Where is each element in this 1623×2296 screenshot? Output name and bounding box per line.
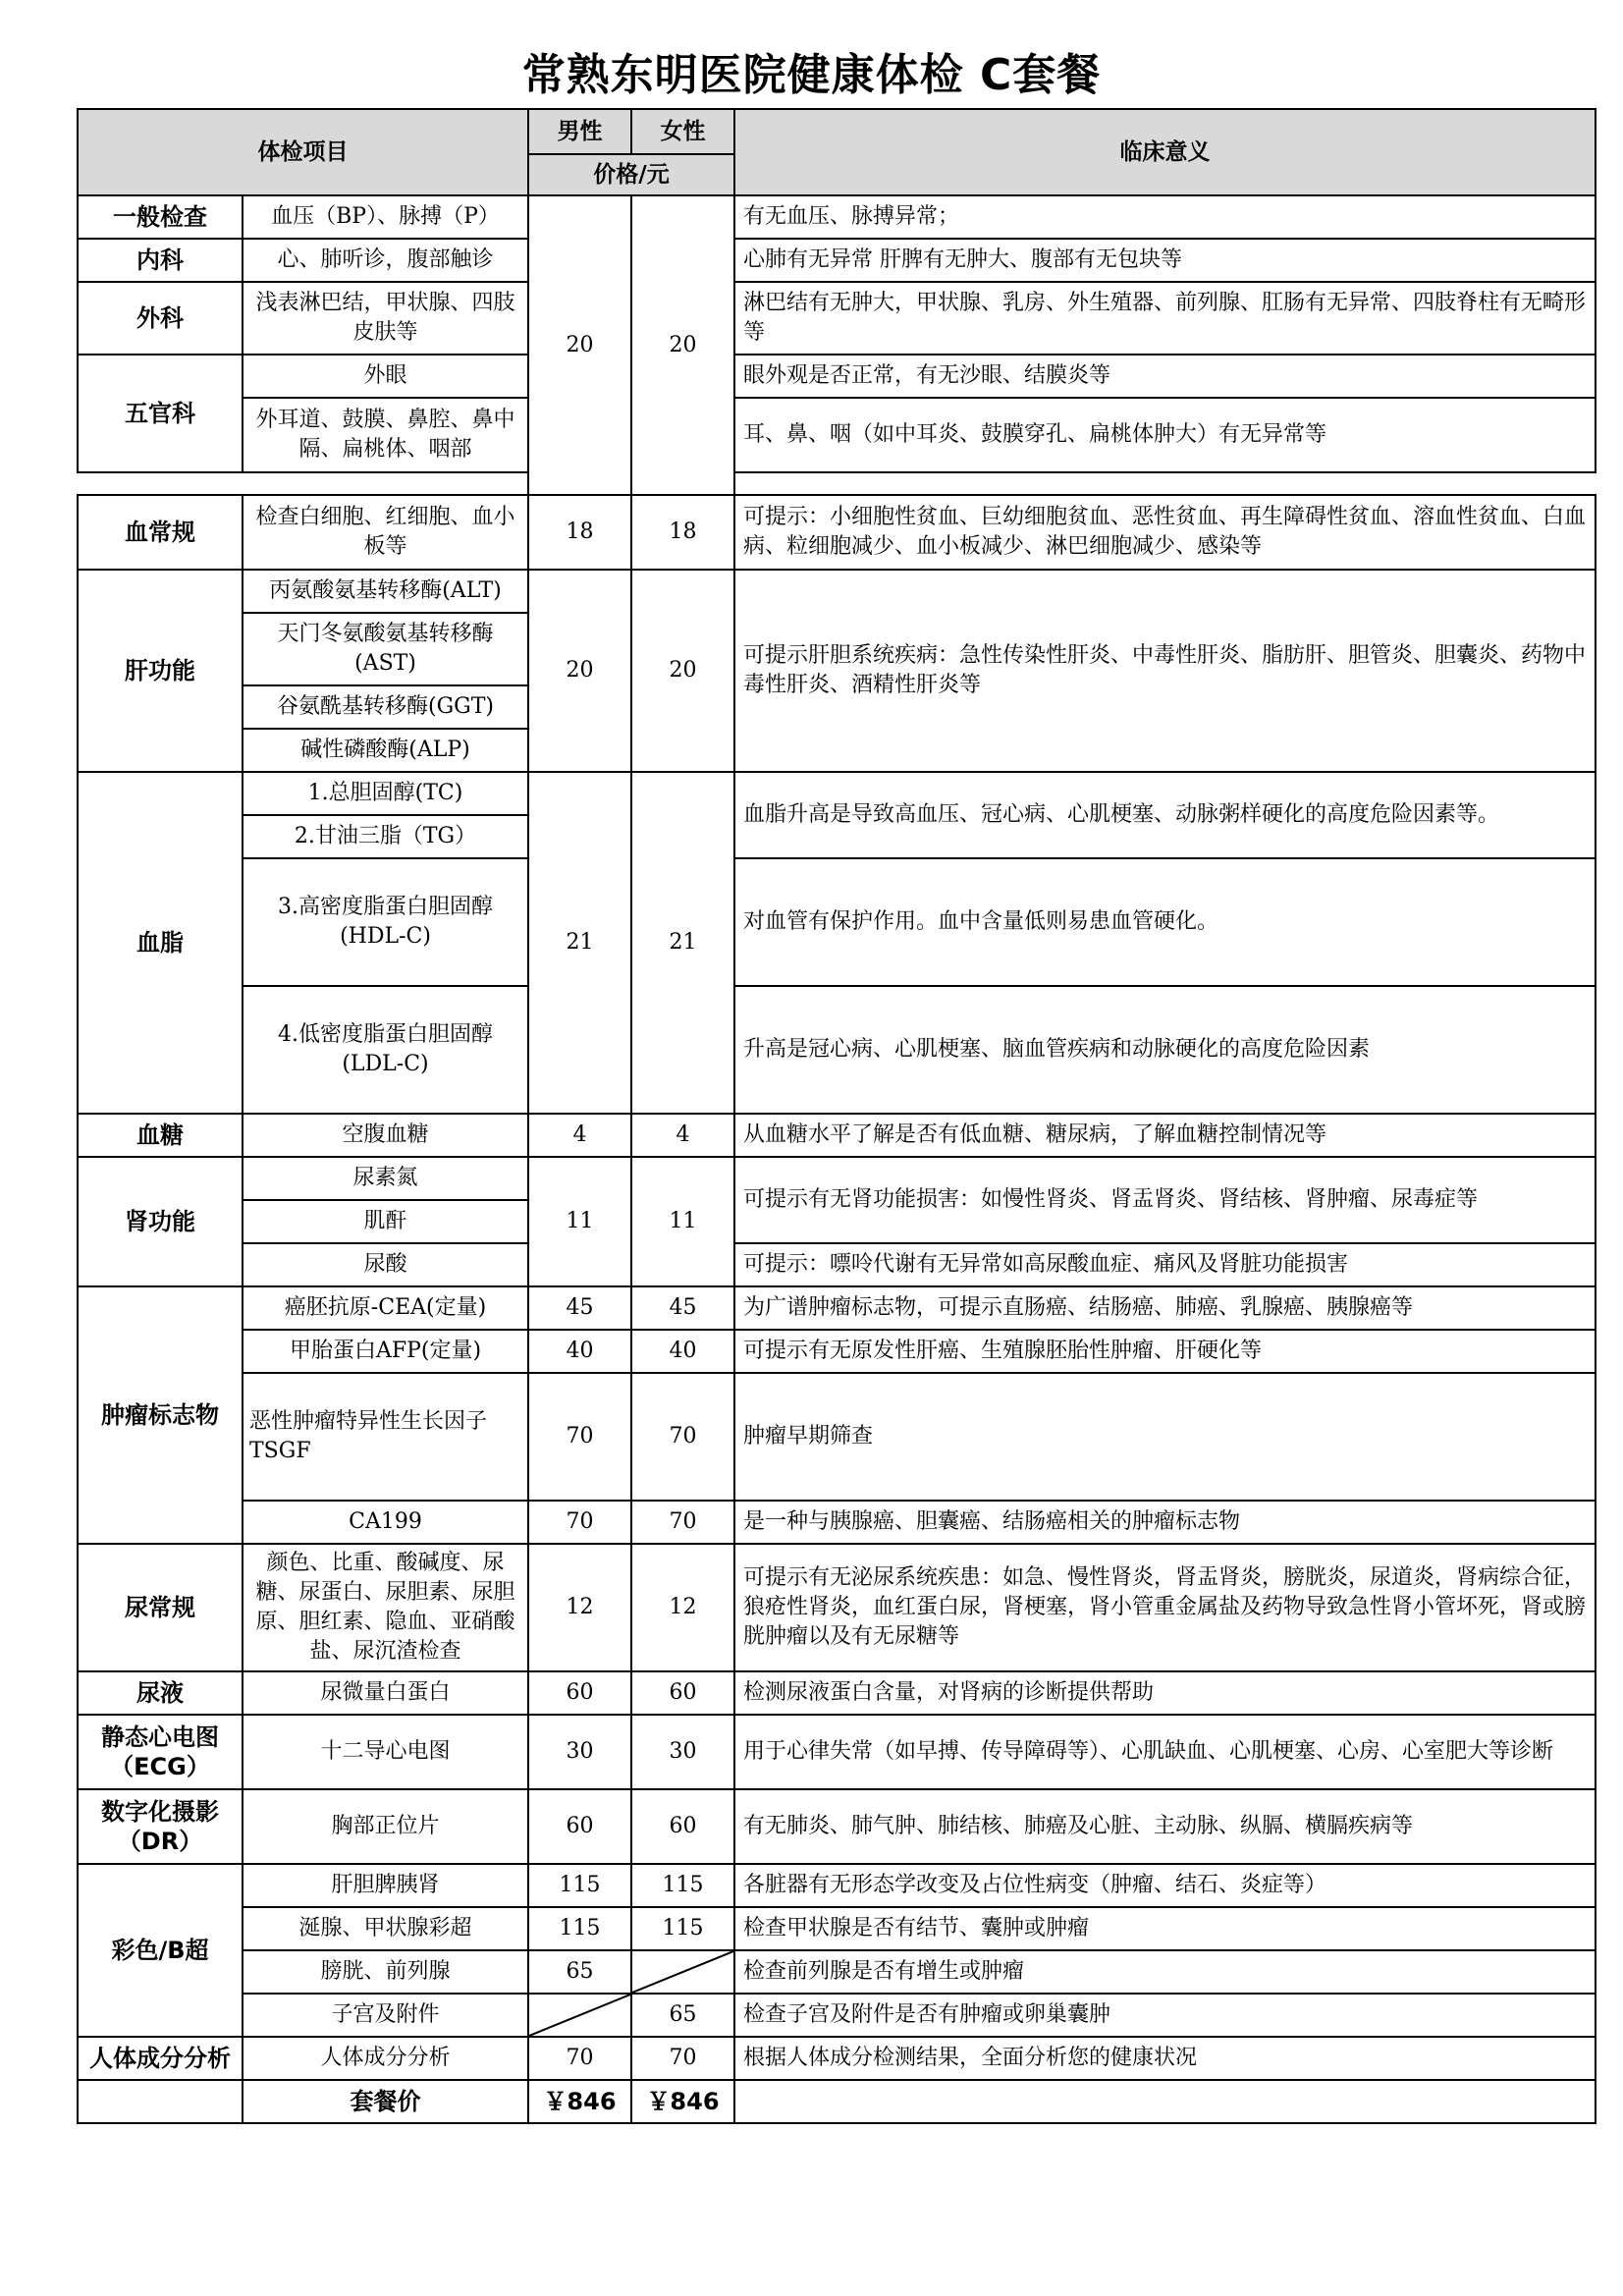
category-general: 一般检查 <box>78 195 243 239</box>
price-female-group1: 20 <box>631 195 734 495</box>
item-dr: 胸部正位片 <box>243 1789 528 1864</box>
price-male-ecg: 30 <box>528 1715 631 1789</box>
item-blood: 检查白细胞、红细胞、血小板等 <box>243 495 528 570</box>
price-female-tumor-afp: 40 <box>631 1330 734 1373</box>
meaning-internal: 心肺有无异常 肝脾有无肿大、腹部有无包块等 <box>734 239 1596 282</box>
item-tumor-ca199: CA199 <box>243 1501 528 1544</box>
category-kidney: 肾功能 <box>78 1157 243 1286</box>
category-urine: 尿常规 <box>78 1544 243 1671</box>
category-ecg: 静态心电图（ECG） <box>78 1715 243 1789</box>
meaning-ultra-prostate: 检查前列腺是否有增生或肿瘤 <box>734 1950 1596 1994</box>
price-female-tumor-ca199: 70 <box>631 1501 734 1544</box>
category-blood: 血常规 <box>78 495 243 570</box>
item-body: 人体成分分析 <box>243 2037 528 2080</box>
category-internal: 内科 <box>78 239 243 282</box>
meaning-ultra-thyroid: 检查甲状腺是否有结节、囊肿或肿瘤 <box>734 1907 1596 1950</box>
price-male-group1: 20 <box>528 195 631 495</box>
meaning-body: 根据人体成分检测结果，全面分析您的健康状况 <box>734 2037 1596 2080</box>
price-female-ecg: 30 <box>631 1715 734 1789</box>
diagonal-slash-icon <box>529 1995 630 2036</box>
meaning-tumor-ca199: 是一种与胰腺癌、胆囊癌、结肠癌相关的肿瘤标志物 <box>734 1501 1596 1544</box>
meaning-ultra-uterus: 检查子宫及附件是否有肿瘤或卵巢囊肿 <box>734 1994 1596 2037</box>
item-kidney-cr: 肌酐 <box>243 1200 528 1243</box>
total-label: 套餐价 <box>243 2080 528 2123</box>
category-surgery: 外科 <box>78 282 243 355</box>
item-ecg: 十二导心电图 <box>243 1715 528 1789</box>
item-sugar: 空腹血糖 <box>243 1114 528 1157</box>
meaning-kidney-2: 可提示：嘌呤代谢有无异常如高尿酸血症、痛风及肾脏功能损害 <box>734 1243 1596 1286</box>
total-meaning-blank <box>734 2080 1596 2123</box>
meaning-liver: 可提示肝胆系统疾病：急性传染性肝炎、中毒性肝炎、脂肪肝、胆管炎、胆囊炎、药物中毒性肝炎、酒精性肝炎等 <box>734 570 1596 772</box>
category-liver: 肝功能 <box>78 570 243 772</box>
header-male: 男性 <box>528 109 631 154</box>
category-dr: 数字化摄影（DR） <box>78 1789 243 1864</box>
total-female: ￥846 <box>631 2080 734 2123</box>
item-lipid-tc: 1.总胆固醇(TC) <box>243 772 528 815</box>
not-applicable-female-prostate <box>631 1950 734 1994</box>
meaning-surgery: 淋巴结有无肿大，甲状腺、乳房、外生殖器、前列腺、肛肠有无异常、四肢脊柱有无畸形等 <box>734 282 1596 355</box>
price-male-ultra-liver: 115 <box>528 1864 631 1907</box>
price-male-ultra-thyroid: 115 <box>528 1907 631 1950</box>
item-ultra-thyroid: 涎腺、甲状腺彩超 <box>243 1907 528 1950</box>
price-male-liver: 20 <box>528 570 631 772</box>
price-female-ultra-liver: 115 <box>631 1864 734 1907</box>
meaning-ent-eye: 眼外观是否正常，有无沙眼、结膜炎等 <box>734 355 1596 398</box>
meaning-kidney-1: 可提示有无肾功能损害：如慢性肾炎、肾盂肾炎、肾结核、肾肿瘤、尿毒症等 <box>734 1157 1596 1243</box>
price-male-lipid: 21 <box>528 772 631 1114</box>
header-female: 女性 <box>631 109 734 154</box>
meaning-urine: 可提示有无泌尿系统疾患：如急、慢性肾炎，肾盂肾炎，膀胱炎，尿道炎，肾病综合征，狼疮性肾炎，血红蛋白尿，肾梗塞，肾小管重金属盐及药物导致急性肾小管坏死，肾或膀胱肿瘤以及有无尿糖等 <box>734 1544 1596 1671</box>
price-female-urine-liquid: 60 <box>631 1671 734 1715</box>
meaning-lipid-3: 升高是冠心病、心肌梗塞、脑血管疾病和动脉硬化的高度危险因素 <box>734 986 1596 1114</box>
item-tumor-afp: 甲胎蛋白AFP(定量) <box>243 1330 528 1373</box>
price-male-urine-liquid: 60 <box>528 1671 631 1715</box>
item-internal: 心、肺听诊，腹部触诊 <box>243 239 528 282</box>
item-lipid-ldl: 4.低密度脂蛋白胆固醇(LDL-C) <box>243 986 528 1114</box>
header-item: 体检项目 <box>78 109 528 195</box>
meaning-lipid-2: 对血管有保护作用。血中含量低则易患血管硬化。 <box>734 858 1596 986</box>
category-ent: 五官科 <box>78 355 243 472</box>
price-male-tumor-cea: 45 <box>528 1286 631 1330</box>
item-lipid-tg: 2.甘油三脂（TG） <box>243 815 528 858</box>
item-liver-alp: 碱性磷酸酶(ALP) <box>243 729 528 772</box>
category-body: 人体成分分析 <box>78 2037 243 2080</box>
item-kidney-bun: 尿素氮 <box>243 1157 528 1200</box>
total-male: ￥846 <box>528 2080 631 2123</box>
item-ent-ear: 外耳道、鼓膜、鼻腔、鼻中隔、扁桃体、咽部 <box>243 398 528 472</box>
meaning-lipid-1: 血脂升高是导致高血压、冠心病、心肌梗塞、动脉粥样硬化的高度危险因素等。 <box>734 772 1596 858</box>
meaning-urine-liquid: 检测尿液蛋白含量，对肾病的诊断提供帮助 <box>734 1671 1596 1715</box>
item-lipid-hdl: 3.高密度脂蛋白胆固醇(HDL-C) <box>243 858 528 986</box>
price-female-body: 70 <box>631 2037 734 2080</box>
item-tumor-cea: 癌胚抗原-CEA(定量) <box>243 1286 528 1330</box>
price-female-liver: 20 <box>631 570 734 772</box>
item-kidney-ua: 尿酸 <box>243 1243 528 1286</box>
price-female-lipid: 21 <box>631 772 734 1114</box>
item-ultra-liver: 肝胆脾胰肾 <box>243 1864 528 1907</box>
category-tumor: 肿瘤标志物 <box>78 1286 243 1544</box>
item-ent-eye: 外眼 <box>243 355 528 398</box>
header-meaning: 临床意义 <box>734 109 1596 195</box>
meaning-tumor-cea: 为广谱肿瘤标志物，可提示直肠癌、结肠癌、肺癌、乳腺癌、胰腺癌等 <box>734 1286 1596 1330</box>
price-male-blood: 18 <box>528 495 631 570</box>
meaning-general: 有无血压、脉搏异常； <box>734 195 1596 239</box>
meaning-ultra-liver: 各脏器有无形态学改变及占位性病变（肿瘤、结石、炎症等） <box>734 1864 1596 1907</box>
item-ultra-uterus: 子宫及附件 <box>243 1994 528 2037</box>
price-male-dr: 60 <box>528 1789 631 1864</box>
not-applicable-male-uterus <box>528 1994 631 2037</box>
category-urine-liquid: 尿液 <box>78 1671 243 1715</box>
item-surgery: 浅表淋巴结，甲状腺、四肢皮肤等 <box>243 282 528 355</box>
item-urine: 颜色、比重、酸碱度、尿糖、尿蛋白、尿胆素、尿胆原、胆红素、隐血、亚硝酸盐、尿沉渣检查 <box>243 1544 528 1671</box>
item-general: 血压（BP）、脉搏（P） <box>243 195 528 239</box>
price-female-tumor-tsgf: 70 <box>631 1373 734 1501</box>
meaning-dr: 有无肺炎、肺气肿、肺结核、肺癌及心脏、主动脉、纵膈、横膈疾病等 <box>734 1789 1596 1864</box>
total-blank <box>78 2080 243 2123</box>
price-female-dr: 60 <box>631 1789 734 1864</box>
meaning-blood: 可提示：小细胞性贫血、巨幼细胞贫血、恶性贫血、再生障碍性贫血、溶血性贫血、白血病、粒细胞减少、血小板减少、淋巴细胞减少、感染等 <box>734 495 1596 570</box>
price-female-ultra-thyroid: 115 <box>631 1907 734 1950</box>
item-tumor-tsgf: 恶性肿瘤特异性生长因子TSGF <box>243 1373 528 1501</box>
price-male-kidney: 11 <box>528 1157 631 1286</box>
item-urine-liquid: 尿微量白蛋白 <box>243 1671 528 1715</box>
meaning-ecg: 用于心律失常（如早搏、传导障碍等）、心肌缺血、心肌梗塞、心房、心室肥大等诊断 <box>734 1715 1596 1789</box>
checkup-table <box>77 108 1596 2124</box>
price-male-urine: 12 <box>528 1544 631 1671</box>
meaning-sugar: 从血糖水平了解是否有低血糖、糖尿病，了解血糖控制情况等 <box>734 1114 1596 1157</box>
meaning-ent-ear: 耳、鼻、咽（如中耳炎、鼓膜穿孔、扁桃体肿大）有无异常等 <box>734 398 1596 472</box>
checkup-table-wrapper <box>77 108 1595 2124</box>
meaning-tumor-afp: 可提示有无原发性肝癌、生殖腺胚胎性肿瘤、肝硬化等 <box>734 1330 1596 1373</box>
price-male-tumor-afp: 40 <box>528 1330 631 1373</box>
price-female-urine: 12 <box>631 1544 734 1671</box>
category-sugar: 血糖 <box>78 1114 243 1157</box>
price-male-tumor-ca199: 70 <box>528 1501 631 1544</box>
price-male-sugar: 4 <box>528 1114 631 1157</box>
header-price-unit: 价格/元 <box>528 154 734 195</box>
price-male-ultra-prostate: 65 <box>528 1950 631 1994</box>
price-female-kidney: 11 <box>631 1157 734 1286</box>
category-lipid: 血脂 <box>78 772 243 1114</box>
item-ultra-prostate: 膀胱、前列腺 <box>243 1950 528 1994</box>
diagonal-slash-icon <box>632 1951 733 1993</box>
price-female-tumor-cea: 45 <box>631 1286 734 1330</box>
item-liver-ggt: 谷氨酰基转移酶(GGT) <box>243 685 528 729</box>
price-male-tumor-tsgf: 70 <box>528 1373 631 1501</box>
price-female-blood: 18 <box>631 495 734 570</box>
price-female-sugar: 4 <box>631 1114 734 1157</box>
page-title: 常熟东明医院健康体检 C套餐 <box>521 50 1102 100</box>
price-male-body: 70 <box>528 2037 631 2080</box>
price-female-ultra-uterus: 65 <box>631 1994 734 2037</box>
item-liver-ast: 天门冬氨酸氨基转移酶(AST) <box>243 613 528 685</box>
item-liver-alt: 丙氨酸氨基转移酶(ALT) <box>243 570 528 613</box>
meaning-tumor-tsgf: 肿瘤早期筛查 <box>734 1373 1596 1501</box>
category-ultrasound: 彩色/B超 <box>78 1864 243 2037</box>
